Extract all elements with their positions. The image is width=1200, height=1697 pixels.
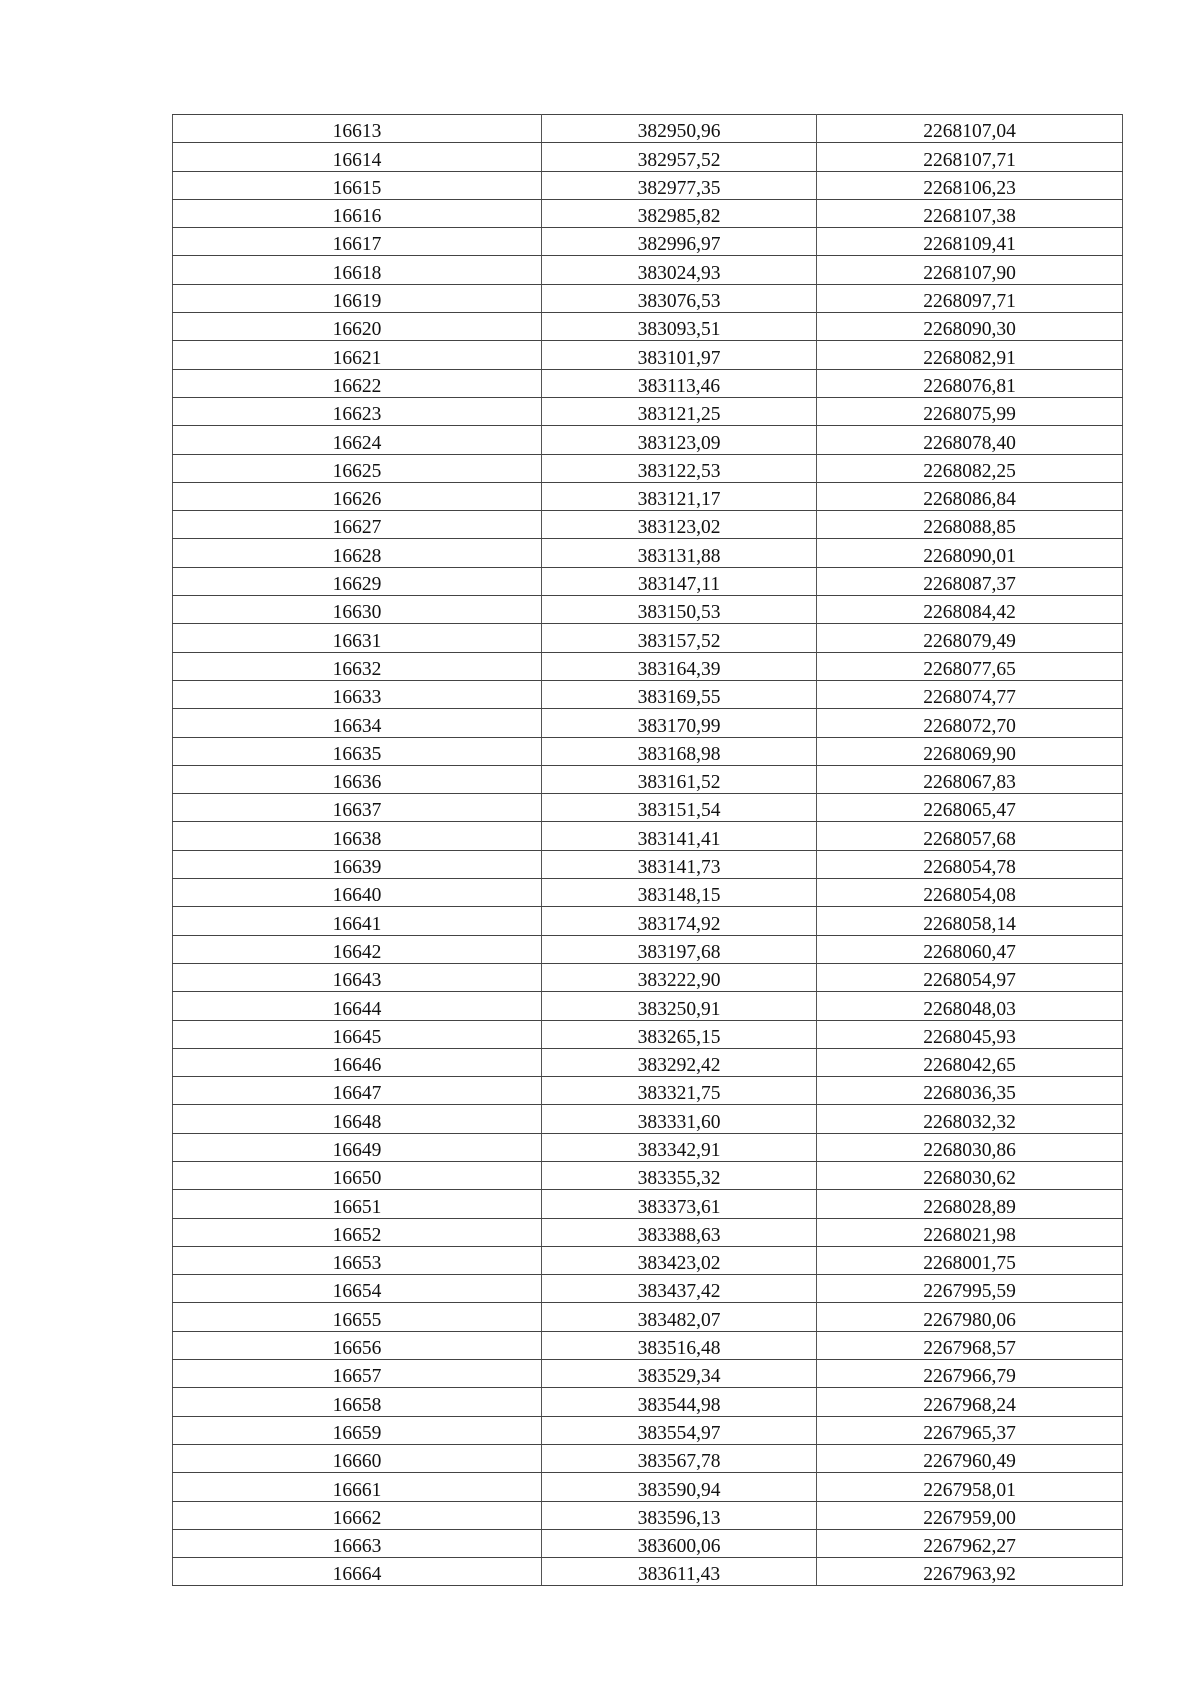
y-coordinate-cell: 2268076,81 [817, 369, 1123, 397]
x-coordinate-cell: 383161,52 [542, 765, 817, 793]
x-coordinate-cell: 383169,55 [542, 680, 817, 708]
x-coordinate-cell: 383567,78 [542, 1444, 817, 1472]
point-number-cell: 16662 [173, 1501, 542, 1529]
y-coordinate-cell: 2268107,90 [817, 256, 1123, 284]
point-number-cell: 16614 [173, 143, 542, 171]
point-number-cell: 16641 [173, 907, 542, 935]
point-number-cell: 16635 [173, 737, 542, 765]
y-coordinate-cell: 2268086,84 [817, 482, 1123, 510]
point-number-cell: 16638 [173, 822, 542, 850]
table-row [173, 539, 1123, 567]
x-coordinate-cell: 382977,35 [542, 171, 817, 199]
point-number-cell: 16642 [173, 935, 542, 963]
table-row [173, 115, 1123, 143]
y-coordinate-cell: 2268057,68 [817, 822, 1123, 850]
table-row [173, 1218, 1123, 1246]
y-coordinate-cell: 2268088,85 [817, 511, 1123, 539]
x-coordinate-cell: 383321,75 [542, 1077, 817, 1105]
y-coordinate-cell: 2268077,65 [817, 652, 1123, 680]
point-number-cell: 16618 [173, 256, 542, 284]
table-row [173, 935, 1123, 963]
x-coordinate-cell: 383157,52 [542, 624, 817, 652]
y-coordinate-cell: 2268048,03 [817, 992, 1123, 1020]
table-row [173, 850, 1123, 878]
y-coordinate-cell: 2268030,62 [817, 1161, 1123, 1189]
y-coordinate-cell: 2268065,47 [817, 794, 1123, 822]
point-number-cell: 16647 [173, 1077, 542, 1105]
table-row [173, 1529, 1123, 1557]
x-coordinate-cell: 383554,97 [542, 1416, 817, 1444]
table-row [173, 879, 1123, 907]
x-coordinate-cell: 383121,25 [542, 397, 817, 425]
x-coordinate-cell: 382996,97 [542, 228, 817, 256]
y-coordinate-cell: 2268054,97 [817, 963, 1123, 991]
x-coordinate-cell: 383331,60 [542, 1105, 817, 1133]
point-number-cell: 16621 [173, 341, 542, 369]
table-row [173, 1501, 1123, 1529]
table-row [173, 369, 1123, 397]
y-coordinate-cell: 2268087,37 [817, 567, 1123, 595]
point-number-cell: 16658 [173, 1388, 542, 1416]
table-row [173, 199, 1123, 227]
x-coordinate-cell: 383101,97 [542, 341, 817, 369]
y-coordinate-cell: 2268021,98 [817, 1218, 1123, 1246]
x-coordinate-cell: 383076,53 [542, 284, 817, 312]
y-coordinate-cell: 2268060,47 [817, 935, 1123, 963]
table-row [173, 963, 1123, 991]
point-number-cell: 16627 [173, 511, 542, 539]
point-number-cell: 16660 [173, 1444, 542, 1472]
table-row [173, 1190, 1123, 1218]
y-coordinate-cell: 2268074,77 [817, 680, 1123, 708]
point-number-cell: 16649 [173, 1133, 542, 1161]
table-row [173, 426, 1123, 454]
x-coordinate-cell: 383093,51 [542, 313, 817, 341]
table-row [173, 1246, 1123, 1274]
point-number-cell: 16634 [173, 709, 542, 737]
table-row [173, 765, 1123, 793]
table-row [173, 511, 1123, 539]
point-number-cell: 16643 [173, 963, 542, 991]
y-coordinate-cell: 2268054,78 [817, 850, 1123, 878]
x-coordinate-cell: 383250,91 [542, 992, 817, 1020]
table-row [173, 624, 1123, 652]
table-row [173, 567, 1123, 595]
y-coordinate-cell: 2268107,71 [817, 143, 1123, 171]
y-coordinate-cell: 2267962,27 [817, 1529, 1123, 1557]
table-row [173, 1331, 1123, 1359]
table-row [173, 680, 1123, 708]
point-number-cell: 16644 [173, 992, 542, 1020]
x-coordinate-cell: 383388,63 [542, 1218, 817, 1246]
y-coordinate-cell: 2268106,23 [817, 171, 1123, 199]
table-row [173, 454, 1123, 482]
table-row [173, 992, 1123, 1020]
table-row [173, 1275, 1123, 1303]
y-coordinate-cell: 2267966,79 [817, 1360, 1123, 1388]
x-coordinate-cell: 383265,15 [542, 1020, 817, 1048]
point-number-cell: 16652 [173, 1218, 542, 1246]
x-coordinate-cell: 383482,07 [542, 1303, 817, 1331]
point-number-cell: 16661 [173, 1473, 542, 1501]
x-coordinate-cell: 383113,46 [542, 369, 817, 397]
x-coordinate-cell: 383174,92 [542, 907, 817, 935]
y-coordinate-cell: 2267963,92 [817, 1558, 1123, 1586]
point-number-cell: 16640 [173, 879, 542, 907]
point-number-cell: 16613 [173, 115, 542, 143]
table-row [173, 794, 1123, 822]
point-number-cell: 16664 [173, 1558, 542, 1586]
table-row [173, 1473, 1123, 1501]
y-coordinate-cell: 2268082,25 [817, 454, 1123, 482]
point-number-cell: 16617 [173, 228, 542, 256]
x-coordinate-cell: 383373,61 [542, 1190, 817, 1218]
x-coordinate-cell: 383147,11 [542, 567, 817, 595]
y-coordinate-cell: 2268107,04 [817, 115, 1123, 143]
y-coordinate-cell: 2268109,41 [817, 228, 1123, 256]
x-coordinate-cell: 383292,42 [542, 1048, 817, 1076]
x-coordinate-cell: 383024,93 [542, 256, 817, 284]
table-row [173, 1077, 1123, 1105]
x-coordinate-cell: 383355,32 [542, 1161, 817, 1189]
x-coordinate-cell: 383123,02 [542, 511, 817, 539]
table-row [173, 652, 1123, 680]
y-coordinate-cell: 2267968,24 [817, 1388, 1123, 1416]
point-number-cell: 16654 [173, 1275, 542, 1303]
y-coordinate-cell: 2268090,30 [817, 313, 1123, 341]
x-coordinate-cell: 383529,34 [542, 1360, 817, 1388]
table-row [173, 1416, 1123, 1444]
point-number-cell: 16653 [173, 1246, 542, 1274]
x-coordinate-cell: 383423,02 [542, 1246, 817, 1274]
y-coordinate-cell: 2268107,38 [817, 199, 1123, 227]
y-coordinate-cell: 2267980,06 [817, 1303, 1123, 1331]
table-row [173, 228, 1123, 256]
y-coordinate-cell: 2268030,86 [817, 1133, 1123, 1161]
point-number-cell: 16624 [173, 426, 542, 454]
x-coordinate-cell: 383600,06 [542, 1529, 817, 1557]
y-coordinate-cell: 2267995,59 [817, 1275, 1123, 1303]
point-number-cell: 16616 [173, 199, 542, 227]
table-row [173, 596, 1123, 624]
point-number-cell: 16645 [173, 1020, 542, 1048]
table-row [173, 1444, 1123, 1472]
x-coordinate-cell: 383148,15 [542, 879, 817, 907]
table-row [173, 1105, 1123, 1133]
x-coordinate-cell: 383122,53 [542, 454, 817, 482]
point-number-cell: 16628 [173, 539, 542, 567]
point-number-cell: 16619 [173, 284, 542, 312]
y-coordinate-cell: 2268072,70 [817, 709, 1123, 737]
y-coordinate-cell: 2268090,01 [817, 539, 1123, 567]
table-row [173, 256, 1123, 284]
y-coordinate-cell: 2268069,90 [817, 737, 1123, 765]
y-coordinate-cell: 2268084,42 [817, 596, 1123, 624]
x-coordinate-cell: 383516,48 [542, 1331, 817, 1359]
y-coordinate-cell: 2268097,71 [817, 284, 1123, 312]
x-coordinate-cell: 382957,52 [542, 143, 817, 171]
x-coordinate-cell: 383164,39 [542, 652, 817, 680]
point-number-cell: 16639 [173, 850, 542, 878]
point-number-cell: 16615 [173, 171, 542, 199]
table-row [173, 1558, 1123, 1586]
x-coordinate-cell: 383170,99 [542, 709, 817, 737]
x-coordinate-cell: 383590,94 [542, 1473, 817, 1501]
point-number-cell: 16657 [173, 1360, 542, 1388]
table-row [173, 1388, 1123, 1416]
y-coordinate-cell: 2268054,08 [817, 879, 1123, 907]
point-number-cell: 16631 [173, 624, 542, 652]
y-coordinate-cell: 2268045,93 [817, 1020, 1123, 1048]
x-coordinate-cell: 383131,88 [542, 539, 817, 567]
point-number-cell: 16648 [173, 1105, 542, 1133]
coordinates-table-body [173, 115, 1123, 1586]
y-coordinate-cell: 2267960,49 [817, 1444, 1123, 1472]
x-coordinate-cell: 383544,98 [542, 1388, 817, 1416]
x-coordinate-cell: 383342,91 [542, 1133, 817, 1161]
y-coordinate-cell: 2268082,91 [817, 341, 1123, 369]
x-coordinate-cell: 383141,73 [542, 850, 817, 878]
y-coordinate-cell: 2268079,49 [817, 624, 1123, 652]
point-number-cell: 16651 [173, 1190, 542, 1218]
x-coordinate-cell: 382985,82 [542, 199, 817, 227]
table-row [173, 397, 1123, 425]
table-row [173, 907, 1123, 935]
point-number-cell: 16650 [173, 1161, 542, 1189]
x-coordinate-cell: 383168,98 [542, 737, 817, 765]
table-row [173, 1360, 1123, 1388]
point-number-cell: 16663 [173, 1529, 542, 1557]
point-number-cell: 16632 [173, 652, 542, 680]
y-coordinate-cell: 2268075,99 [817, 397, 1123, 425]
y-coordinate-cell: 2268042,65 [817, 1048, 1123, 1076]
point-number-cell: 16659 [173, 1416, 542, 1444]
y-coordinate-cell: 2268001,75 [817, 1246, 1123, 1274]
x-coordinate-cell: 383596,13 [542, 1501, 817, 1529]
table-row [173, 482, 1123, 510]
table-row [173, 1020, 1123, 1048]
table-row [173, 284, 1123, 312]
point-number-cell: 16622 [173, 369, 542, 397]
point-number-cell: 16626 [173, 482, 542, 510]
y-coordinate-cell: 2268067,83 [817, 765, 1123, 793]
x-coordinate-cell: 383437,42 [542, 1275, 817, 1303]
x-coordinate-cell: 383197,68 [542, 935, 817, 963]
point-number-cell: 16637 [173, 794, 542, 822]
point-number-cell: 16636 [173, 765, 542, 793]
y-coordinate-cell: 2268036,35 [817, 1077, 1123, 1105]
point-number-cell: 16646 [173, 1048, 542, 1076]
table-row [173, 709, 1123, 737]
y-coordinate-cell: 2268032,32 [817, 1105, 1123, 1133]
table-row [173, 143, 1123, 171]
table-row [173, 822, 1123, 850]
x-coordinate-cell: 383151,54 [542, 794, 817, 822]
point-number-cell: 16656 [173, 1331, 542, 1359]
point-number-cell: 16623 [173, 397, 542, 425]
x-coordinate-cell: 383611,43 [542, 1558, 817, 1586]
point-number-cell: 16630 [173, 596, 542, 624]
table-row [173, 171, 1123, 199]
table-row [173, 1048, 1123, 1076]
y-coordinate-cell: 2267959,00 [817, 1501, 1123, 1529]
y-coordinate-cell: 2267958,01 [817, 1473, 1123, 1501]
x-coordinate-cell: 383121,17 [542, 482, 817, 510]
x-coordinate-cell: 383222,90 [542, 963, 817, 991]
point-number-cell: 16620 [173, 313, 542, 341]
table-row [173, 737, 1123, 765]
table-row [173, 1161, 1123, 1189]
x-coordinate-cell: 382950,96 [542, 115, 817, 143]
table-row [173, 341, 1123, 369]
y-coordinate-cell: 2267968,57 [817, 1331, 1123, 1359]
y-coordinate-cell: 2268058,14 [817, 907, 1123, 935]
y-coordinate-cell: 2268028,89 [817, 1190, 1123, 1218]
coordinates-table [172, 114, 1123, 1586]
table-row [173, 1133, 1123, 1161]
point-number-cell: 16633 [173, 680, 542, 708]
y-coordinate-cell: 2267965,37 [817, 1416, 1123, 1444]
x-coordinate-cell: 383150,53 [542, 596, 817, 624]
x-coordinate-cell: 383123,09 [542, 426, 817, 454]
x-coordinate-cell: 383141,41 [542, 822, 817, 850]
table-row [173, 1303, 1123, 1331]
point-number-cell: 16625 [173, 454, 542, 482]
point-number-cell: 16629 [173, 567, 542, 595]
y-coordinate-cell: 2268078,40 [817, 426, 1123, 454]
table-row [173, 313, 1123, 341]
point-number-cell: 16655 [173, 1303, 542, 1331]
